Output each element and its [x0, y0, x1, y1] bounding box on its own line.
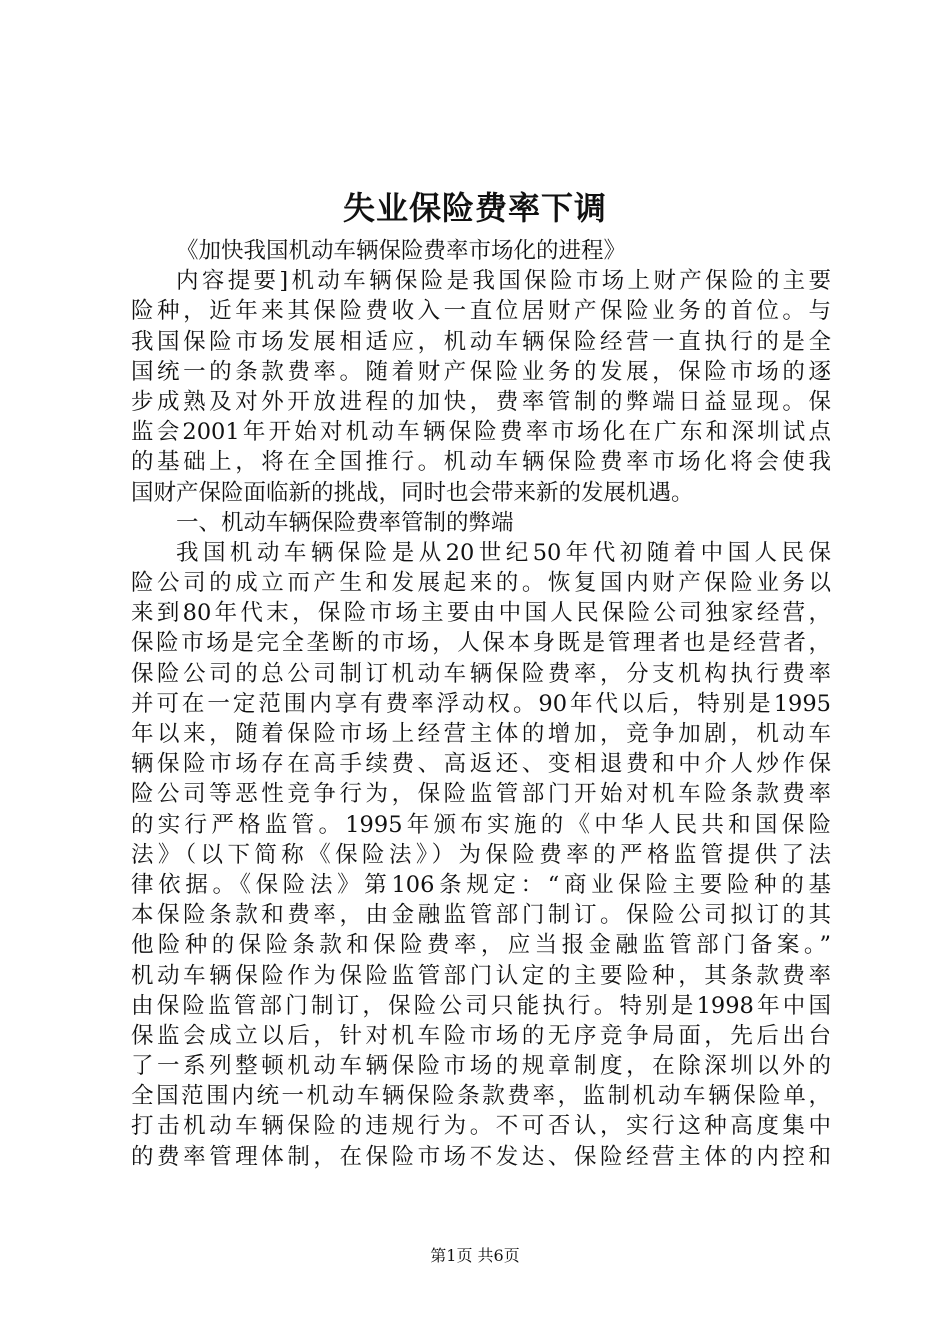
text-line: 内容提要]机动车辆保险是我国保险市场上财产保险的主要 [176, 268, 831, 295]
text-line: 我国保险市场发展相适应，机动车辆保险经营一直执行的是全 [131, 328, 831, 355]
text-line: 打击机动车辆保险的违规行为。不可否认，实行这种高度集中 [131, 1113, 831, 1140]
text-line: 险公司等恶性竞争行为，保险监管部门开始对机车险条款费率 [131, 781, 831, 808]
text-line: 一、机动车辆保险费率管制的弊端 [176, 509, 514, 536]
text-line: 保监会成立以后，针对机车险市场的无序竞争局面，先后出台 [131, 1022, 831, 1049]
text-line: 来到80年代末，保险市场主要由中国人民保险公司独家经营， [131, 600, 831, 627]
text-line: 保险公司的总公司制订机动车辆保险费率，分支机构执行费率 [131, 660, 831, 687]
text-line: 了一系列整顿机动车辆保险市场的规章制度，在除深圳以外的 [131, 1053, 831, 1080]
text-line: 他险种的保险条款和保险费率，应当报金融监管部门备案。” [131, 932, 831, 959]
text-line: 监会2001年开始对机动车辆保险费率市场化在广东和深圳试点 [131, 419, 831, 446]
text-line: 法》（以下简称《保险法》）为保险费率的严格监管提供了法 [131, 841, 831, 868]
text-line: 险公司的成立而产生和发展起来的。恢复国内财产保险业务以 [131, 570, 831, 597]
text-line: 《加快我国机动车辆保险费率市场化的进程》 [176, 238, 627, 264]
text-line: 本保险条款和费率，由金融监管部门制订。保险公司拟订的其 [131, 902, 831, 929]
text-line: 国统一的条款费率。随着财产保险业务的发展，保险市场的逐 [131, 358, 831, 385]
text-line: 的费率管理体制，在保险市场不发达、保险经营主体的内控和 [131, 1143, 831, 1170]
document-body [131, 236, 831, 1172]
text-line: 国财产保险面临新的挑战，同时也会带来新的发展机遇。 [131, 479, 694, 506]
text-line: 全国范围内统一机动车辆保险条款费率，监制机动车辆保险单， [131, 1083, 831, 1110]
text-line: 律依据。《保险法》第106条规定：“商业保险主要险种的基 [131, 871, 831, 898]
document-title: 失业保险费率下调 [342, 189, 607, 227]
text-line: 的实行严格监管。1995年颁布实施的《中华人民共和国保险 [131, 811, 831, 838]
text-line: 由保险监管部门制订，保险公司只能执行。特别是1998年中国 [131, 992, 831, 1019]
text-line: 的基础上，将在全国推行。机动车辆保险费率市场化将会使我 [131, 449, 831, 476]
text-line: 步成熟及对外开放进程的加快，费率管制的弊端日益显现。保 [131, 388, 831, 415]
text-line: 我国机动车辆保险是从20世纪50年代初随着中国人民保 [176, 539, 831, 566]
text-line: 保险市场是完全垄断的市场，人保本身既是管理者也是经营者， [131, 630, 831, 657]
text-line: 年以来，随着保险市场上经营主体的增加，竞争加剧，机动车 [131, 721, 831, 747]
page-footer: 第1页 共6页 [430, 1246, 520, 1265]
text-line: 机动车辆保险作为保险监管部门认定的主要险种，其条款费率 [131, 962, 831, 989]
text-line: 险种，近年来其保险费收入一直位居财产保险业务的首位。与 [131, 298, 831, 325]
text-line: 辆保险市场存在高手续费、高返还、变相退费和中介人炒作保 [131, 751, 831, 778]
text-line: 并可在一定范围内享有费率浮动权。90年代以后，特别是1995 [131, 690, 831, 717]
